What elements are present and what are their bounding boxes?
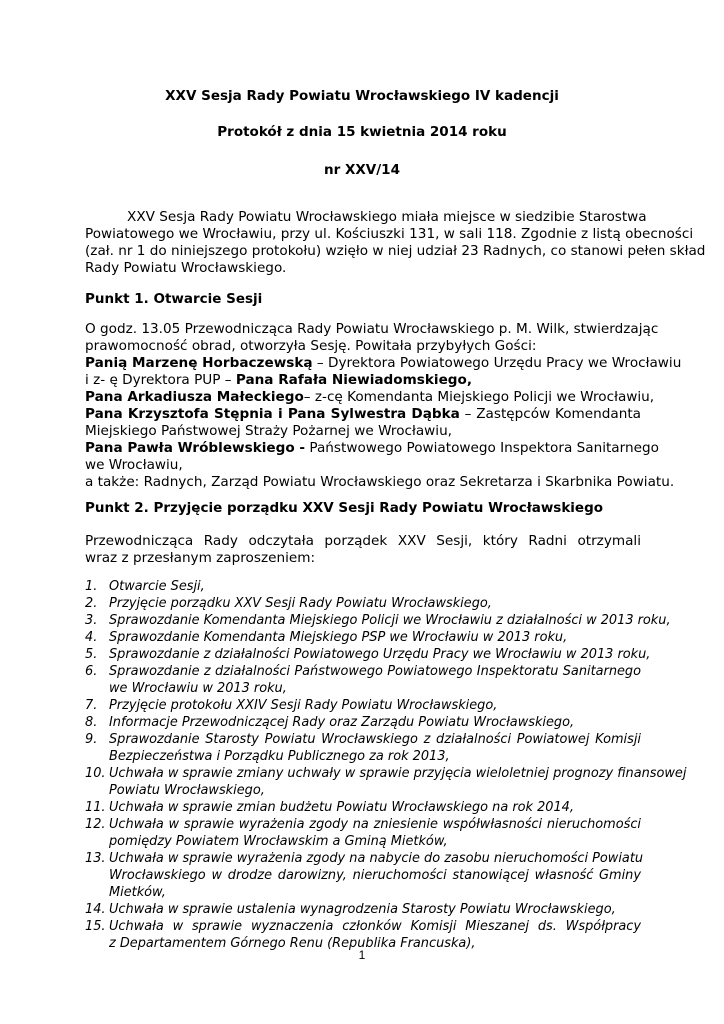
agenda-item-number: 8. [85,715,98,730]
agenda-item-text: Sprawozdanie z działalności Powiatowego Urzędu Pracy we Wrocławiu w 2013 roku, [109,647,651,662]
agenda-item-text: Sprawozdanie z działalności Państwowego Powiatowego Inspektoratu Sanitarnego [109,664,641,679]
agenda-item [85,663,641,697]
section-heading-punkt2: Punkt 2. Przyjęcie porządku XXV Sesji Rady Powiatu Wrocławskiego [85,500,604,516]
guest-name: Panią Marzenę Horbaczewską [85,355,313,371]
agenda-item-number: 13. [85,851,106,866]
agenda-item-number: 5. [85,647,98,662]
agenda-item-text: Uchwała w sprawie ustalenia wynagrodzenia Starosty Powiatu Wrocławskiego, [109,902,616,917]
guest-line [85,355,682,372]
agenda-item-text: we Wrocławiu w 2013 roku, [109,681,287,696]
guest-role: – Dyrektora Powiatowego Urzędu Pracy we Wrocławiu [312,355,682,371]
page-number: 1 [358,948,366,962]
guest-line: we Wrocławiu, [85,457,183,473]
agenda-item-text: Uchwała w sprawie zmiany uchwały w sprawie przyjęcia wieloletniej prognozy finansowej [109,766,687,781]
agenda-item-number: 9. [85,732,98,747]
document-title: XXV Sesja Rady Powiatu Wrocławskiego IV kadencji [165,88,559,104]
punkt1-body [85,321,682,491]
agenda-item-number: 4. [85,630,98,645]
guest-name: Pana Rafała Niewiadomskiego, [235,372,473,388]
agenda-item-number: 10. [85,766,106,781]
guest-role: – Zastępców Komendanta [459,406,641,422]
agenda-item [85,799,641,816]
agenda-item [85,901,641,918]
agenda-item-number: 2. [85,596,98,611]
opening-line: O godz. 13.05 Przewodnicząca Rady Powiatu Wrocławskiego p. M. Wilk, stwierdzając [85,321,659,337]
agenda-item [85,578,641,595]
guest-name: Pana Krzysztofa Stępnia i Pana Sylwestra Dąbka [85,406,460,422]
punkt2-intro [85,533,641,567]
guest-line [85,406,641,423]
guest-role: Państwowego Powiatowego Inspektora Sanitarnego [305,440,659,456]
agenda-item-number: 15. [85,919,106,934]
guest-role: – z-cę Komendanta Miejskiego Policji we Wrocławiu, [303,389,655,405]
agenda-item-number: 6. [85,664,98,679]
agenda-item-text: Sprawozdanie Starosty Powiatu Wrocławskiego z działalności Powiatowej Komisji [109,732,641,747]
agenda-item-number: 12. [85,817,106,832]
intro-line: (zał. nr 1 do niniejszego protokołu) wzięło w niej udział 23 Radnych, co stanowi pełen skład [85,243,706,259]
guest-name: Pana Pawła Wróblewskiego - [85,440,306,456]
punkt2-intro-line: Przewodnicząca Rady odczytała porządek XXV Sesji, który Radni otrzymali [85,533,641,549]
guest-line: Miejskiego Państwowej Straży Pożarnej we Wrocławiu, [85,423,453,439]
closing-line: a także: Radnych, Zarząd Powiatu Wrocławskiego oraz Sekretarza i Skarbnika Powiatu. [85,474,675,490]
agenda-item-text: Otwarcie Sesji, [109,579,205,594]
agenda-item [85,731,641,765]
agenda-item-text: Bezpieczeństwa i Porządku Publicznego za rok 2013, [109,749,450,764]
agenda-item-text: Uchwała w sprawie wyrażenia zgody na zniesienie współwłasności nieruchomości [109,817,641,832]
agenda-item [85,612,671,629]
agenda-item [85,595,641,612]
document-number: nr XXV/14 [324,162,400,178]
agenda-item-text: Sprawozdanie Komendanta Miejskiego Policji we Wrocławiu z działalności w 2013 roku, [109,613,671,628]
document-subtitle: Protokół z dnia 15 kwietnia 2014 roku [217,124,507,140]
agenda-item [85,765,687,799]
guest-line [85,372,641,389]
agenda-item [85,646,651,663]
agenda-item [85,918,641,952]
agenda-item [85,714,641,731]
agenda-item-number: 11. [85,800,106,815]
guest-line [85,389,655,406]
agenda-item-text: Uchwała w sprawie wyznaczenia członków Komisji Mieszanej ds. Współpracy [109,919,641,934]
guest-role: i z- ę Dyrektora PUP – [85,372,236,388]
guest-name: Pana Arkadiusza Małeckiego [85,389,304,405]
agenda-item-text: Informacje Przewodniczącej Rady oraz Zarządu Powiatu Wrocławskiego, [109,715,575,730]
guest-line [85,440,659,457]
agenda-item-text: Uchwała w sprawie wyrażenia zgody na nabycie do zasobu nieruchomości Powiatu [109,851,644,866]
agenda-item-text: pomiędzy Powiatem Wrocławskim a Gminą Mietków, [109,834,448,849]
opening-line: prawomocność obrad, otworzyła Sesję. Powitała przybyłych Gości: [85,338,537,354]
agenda-item-text: Mietków, [109,885,166,900]
agenda-item-text: Przyjęcie porządku XXV Sesji Rady Powiatu Wrocławskiego, [109,596,492,611]
intro-line: Powiatowego we Wrocławiu, przy ul. Kościuszki 131, w sali 118. Zgodnie z listą obecności [85,226,694,242]
agenda-item [85,816,641,850]
intro-paragraph [85,209,706,277]
agenda-item-number: 14. [85,902,106,917]
agenda-item [85,629,641,646]
agenda-item-text: Wrocławskiego w drodze darowizny, nieruchomości stanowiącej własność Gminy [109,868,641,883]
agenda-item-text: Powiatu Wrocławskiego, [109,783,265,798]
agenda-item [85,697,641,714]
section-heading-punkt1: Punkt 1. Otwarcie Sesji [85,291,263,307]
intro-line: XXV Sesja Rady Powiatu Wrocławskiego miała miejsce w siedzibie Starostwa [127,209,647,225]
punkt2-intro-line: wraz z przesłanym zaproszeniem: [85,550,316,566]
agenda-item-number: 7. [85,698,98,713]
intro-line: Rady Powiatu Wrocławskiego. [85,260,287,276]
agenda-list [85,578,687,952]
agenda-item-number: 1. [85,579,98,594]
agenda-item-text: Uchwała w sprawie zmian budżetu Powiatu Wrocławskiego na rok 2014, [109,800,574,815]
agenda-item [85,850,644,901]
agenda-item-number: 3. [85,613,98,628]
agenda-item-text: Przyjęcie protokołu XXIV Sesji Rady Powiatu Wrocławskiego, [109,698,498,713]
agenda-item-text: Sprawozdanie Komendanta Miejskiego PSP we Wrocławiu w 2013 roku, [109,630,568,645]
agenda-item-text: z Departamentem Górnego Renu (Republika Francuska), [109,936,476,951]
